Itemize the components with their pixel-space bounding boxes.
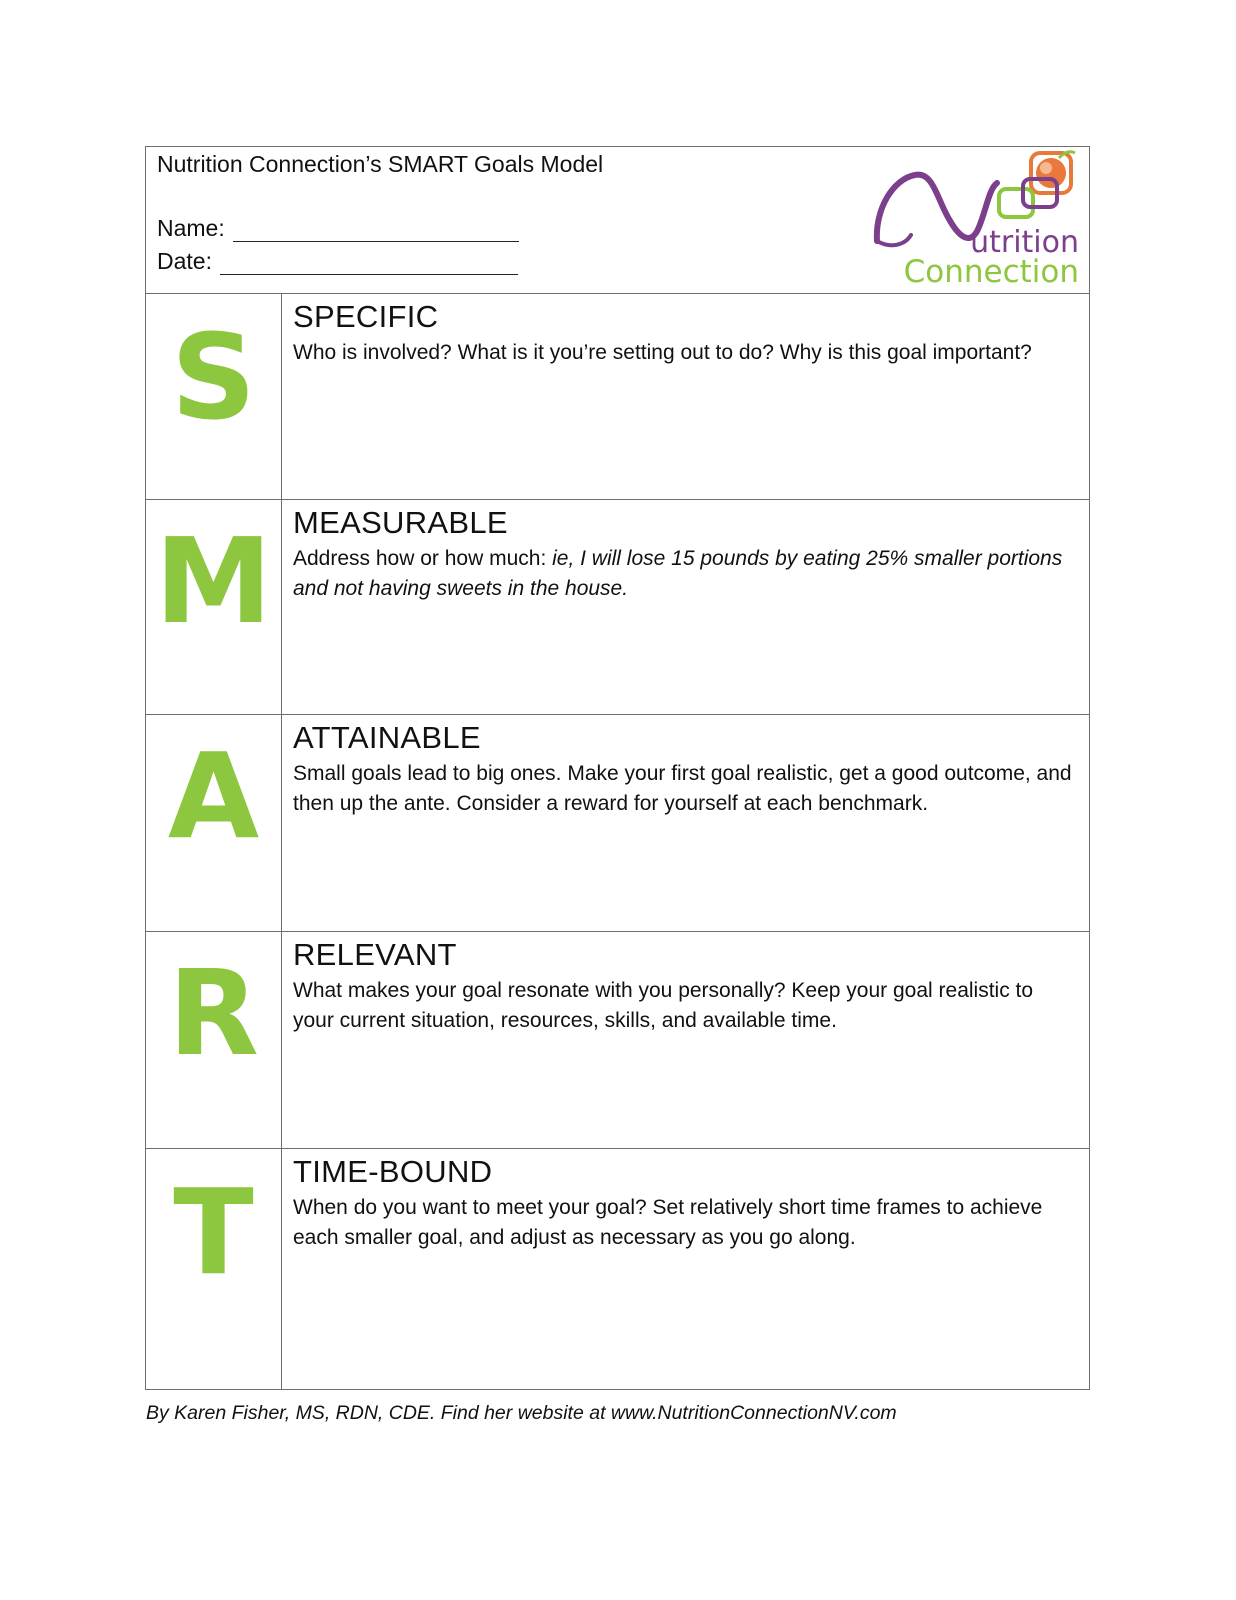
logo-text-line2: Connection — [903, 254, 1079, 290]
date-field — [157, 248, 518, 275]
name-label: Name: — [157, 215, 225, 241]
date-label: Date: — [157, 248, 212, 274]
content-cell — [282, 294, 1089, 499]
row-description — [293, 759, 1077, 819]
content-cell — [282, 1149, 1089, 1389]
smart-letter: T — [173, 1163, 254, 1301]
row-description — [293, 544, 1077, 604]
smart-letter: M — [154, 512, 273, 650]
smart-letter: S — [171, 308, 256, 446]
smart-row-time-bound — [146, 1149, 1089, 1389]
description-text: When do you want to meet your goal? Set relatively short time frames to achieve each smaller goal, and adjust as necessary as you go along. — [293, 1196, 1043, 1249]
smart-row-relevant — [146, 932, 1089, 1149]
row-description — [293, 1193, 1077, 1253]
row-heading: MEASURABLE — [293, 505, 508, 540]
description-text: Who is involved? What is it you’re setting out to do? Why is this goal important? — [293, 341, 1032, 364]
letter-cell — [146, 932, 282, 1148]
content-cell — [282, 932, 1089, 1148]
name-blank-line — [233, 219, 519, 242]
description-text: What makes your goal resonate with you personally? Keep your goal realistic to your current situation, resources, skills, and available time. — [293, 979, 1034, 1032]
description-italic: ie, I will lose 15 pounds by eating 25% smaller portions and not having sweets in the house. — [293, 547, 1063, 600]
author-credit: By Karen Fisher, MS, RDN, CDE. Find her website at www.NutritionConnectionNV.com — [146, 1402, 897, 1424]
row-heading: ATTAINABLE — [293, 720, 481, 755]
smart-letter: A — [167, 727, 260, 865]
row-heading: SPECIFIC — [293, 299, 439, 334]
smart-goals-sheet — [145, 146, 1090, 1390]
name-field — [157, 215, 519, 242]
date-blank-line — [220, 252, 518, 275]
sheet-header — [146, 147, 1089, 294]
nutrition-connection-logo — [871, 149, 1083, 291]
content-cell — [282, 715, 1089, 931]
logo-text-line1: utrition — [970, 225, 1079, 260]
row-heading: RELEVANT — [293, 937, 457, 972]
smart-row-attainable — [146, 715, 1089, 932]
smart-row-measurable — [146, 500, 1089, 715]
letter-cell — [146, 1149, 282, 1389]
letter-cell — [146, 500, 282, 714]
letter-cell — [146, 715, 282, 931]
document-title: Nutrition Connection’s SMART Goals Model — [157, 151, 604, 177]
row-description — [293, 338, 1077, 368]
row-heading: TIME-BOUND — [293, 1154, 493, 1189]
row-description — [293, 976, 1077, 1036]
description-text: Small goals lead to big ones. Make your first goal realistic, get a good outcome, and then up the ante. Consider a reward for yourself at each benchmark. — [293, 762, 1072, 815]
smart-letter: R — [168, 944, 259, 1082]
description-text: Address how or how much: — [293, 547, 553, 570]
smart-row-specific — [146, 294, 1089, 500]
letter-cell — [146, 294, 282, 499]
content-cell — [282, 500, 1089, 714]
